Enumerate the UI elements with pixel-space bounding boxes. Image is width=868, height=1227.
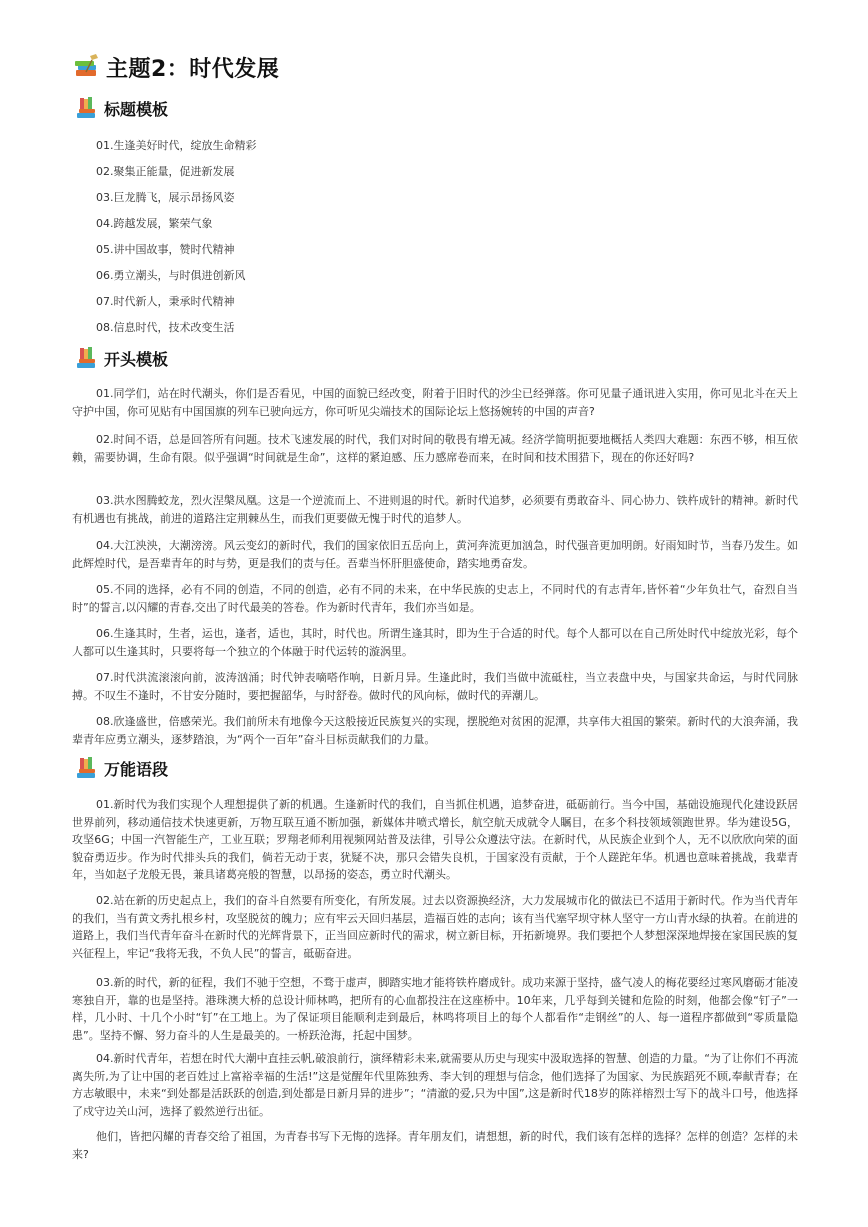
title-template-item: 02.聚集正能量，促进新发展 <box>96 165 235 178</box>
section-heading: 标题模板 <box>104 99 169 119</box>
section-heading: 开头模板 <box>104 349 169 369</box>
opening-paragraph: 01.同学们，站在时代潮头，你们是否看见，中国的面貌已经改变，附着于旧时代的沙尘已经弹落。你可见量子通讯进入实用，你可见北斗在天上守护中国，你可见贴有中国国旗的列车已驶向远方，你可听见尖端技术的国际论坛上悠扬婉转的中国的声音? <box>72 387 798 418</box>
opening-paragraph: 05.不同的选择，必有不同的创造，不同的创造，必有不同的未来，在中华民族的史志上，不同时代的有志青年,皆怀着“少年负壮气，奋烈自当时”的誓言,以闪耀的青春,交出了时代最美的答卷。作为新时代青年，我们亦当如是。 <box>72 583 798 614</box>
opening-paragraph: 02.时间不语，总是回答所有问题。技术飞速发展的时代，我们对时间的敬畏有增无减。经济学简明扼要地概括人类四大难题：东西不够，相互依赖，需要协调，生命有限。似乎强调“时间就是生命”，这样的紧迫感、压力感席卷而来，在时间和技术围猎下，现在的你还好吗? <box>72 433 798 464</box>
section-openings-heading-row <box>72 343 168 373</box>
universal-paragraph: 他们，皆把闪耀的青春交给了祖国，为青春书写下无悔的选择。青年朋友们，请想想，新的时代，我们该有怎样的选择？怎样的创造？怎样的未来? <box>72 1130 798 1161</box>
universal-paragraph: 03.新的时代，新的征程，我们不驰于空想，不骛于虚声，脚踏实地才能将铁杵磨成针。成功来源于坚持，盛气凌人的梅花要经过寒风磨砺才能凌寒独自开，靠的也是坚持。港珠澳大桥的总设计师林鸣，把所有的心血都投注在这座桥中。10年来，几乎每到关键和危险的时刻，他都会像“钉子”一样，几小时、十几个小时“钉”在工地上。为了保证项目能顺利走到最后，林鸣将项目上的每个人都看作“走钢丝”的人、每一道程序都做到“零质量隐患”。坚持不懈、努力奋斗的人生是最美的。一桥跃沧海，托起中国梦。 <box>72 976 798 1042</box>
universal-paragraph: 04.新时代青年，若想在时代大潮中直挂云帆,破浪前行，演绎精彩未来,就需要从历史与现实中汲取选择的智慧、创造的力量。“为了让你们不再流离失所,为了让中国的老百姓过上富裕幸福的生活!”这是觉醒年代里陈独秀、李大钊的理想与信念，他们选择了为国家、为民族蹈死不顾,奉献青春；在方志敏眼中，未来“到处都是活跃跃的创造,到处都是日新月异的进步”；“清澈的爱,只为中国”,这是新时代18岁的陈祥榕烈士写下的战斗口号，他选择了戍守边关山河，选择了毅然逆行出征。 <box>72 1052 798 1118</box>
title-template-item: 07.时代新人，秉承时代精神 <box>96 295 235 308</box>
opening-paragraph: 04.大江泱泱，大潮滂滂。风云变幻的新时代，我们的国家依旧五岳向上，黄河奔流更加汹急，时代强音更加明朗。好雨知时节，当春乃发生。如此辉煌时代，是吾辈青年的时与势，更是我们的责与任。吾辈当怀肝胆盛使命，踏实地勇奋发。 <box>72 539 798 570</box>
opening-paragraph: 07.时代洪流滚滚向前，波涛汹涌；时代钟表嘀嗒作响，日新月异。生逢此时，我们当做中流砥柱，当立表盘中央，与国家共命运，与时代同脉搏。不叹生不逢时，不甘安分随时，要把握韶华，与时舒卷。做时代的风向标，做时代的弄潮儿。 <box>72 671 798 702</box>
book-stack-icon <box>72 52 102 82</box>
section-universal-heading-row <box>72 753 168 783</box>
books-icon <box>72 343 102 373</box>
section-heading: 万能语段 <box>104 759 169 779</box>
title-template-item: 01.生逢美好时代，绽放生命精彩 <box>96 139 257 152</box>
books-icon <box>72 753 102 783</box>
opening-paragraph: 06.生逢其时，生者，运也，逢者，适也，其时，时代也。所谓生逢其时，即为生于合适的时代。每个人都可以在自己所处时代中绽放光彩，每个人都可以生逢其时，只要将每一个独立的个体融于时代运转的漩涡里。 <box>72 627 798 658</box>
title-template-item: 06.勇立潮头，与时俱进创新风 <box>96 269 246 282</box>
title-template-item: 08.信息时代，技术改变生活 <box>96 321 235 334</box>
books-icon <box>72 93 102 123</box>
section-titles-heading-row <box>72 93 168 123</box>
title-template-item: 05.讲中国故事，赞时代精神 <box>96 243 235 256</box>
document-title: 主题2：时代发展 <box>106 56 280 82</box>
opening-paragraph: 08.欣逢盛世，倍感荣光。我们前所未有地像今天这般接近民族复兴的实现，摆脱绝对贫困的泥潭，共享伟大祖国的繁荣。新时代的大浪奔涌，我辈青年应勇立潮头，逐梦踏浪，为“两个一百年”奋斗目标贡献我们的力量。 <box>72 715 798 746</box>
title-template-item: 03.巨龙腾飞，展示昂扬风姿 <box>96 191 235 204</box>
universal-paragraph: 02.站在新的历史起点上，我们的奋斗自然要有所变化，有所发展。过去以资源换经济，大力发展城市化的做法已不适用于新时代。作为当代青年的我们，当有黄文秀扎根乡村，攻坚脱贫的魄力；应有牢云天回归基层，造福百姓的志向；该有当代塞罕坝守林人坚守一方山青水绿的执着。在前进的道路上，我们当代青年奋斗在新时代的光辉背景下，正当回应新时代的需求，树立新目标，开拓新境界。我们要把个人梦想深深地焊接在家国民族的复兴征程上，牢记“我将无我，不负人民”的誓言，砥砺奋进。 <box>72 894 798 960</box>
title-template-item: 04.跨越发展，繁荣气象 <box>96 217 213 230</box>
opening-paragraph: 03.洪水图腾蛟龙，烈火涅槃凤凰。这是一个逆流而上、不进则退的时代。新时代追梦，必须要有勇敢奋斗、同心协力、铁杵成针的精神。新时代有机遇也有挑战，前进的道路注定荆棘丛生，而我们更要做无愧于时代的追梦人。 <box>72 494 798 525</box>
main-title-row <box>72 50 279 84</box>
universal-paragraph: 01.新时代为我们实现个人理想提供了新的机遇。生逢新时代的我们，自当抓住机遇，追梦奋进，砥砺前行。当今中国，基础设施现代化建设跃居世界前列，移动通信技术快速更新，万物互联互通不断加强，新媒体井喷式增长，航空航天成就令人瞩目，在多个科技领域领跑世界。华为建设5G，攻坚6G；中国一汽智能生产，工业互联；罗翔老师利用视频网站普及法律，引导公众遵法守法。在新时代，从民族企业到个人，无不以欣欣向荣的面貌奋勇迈步。作为时代排头兵的我们，倘若无动于衷，犹疑不决，那只会错失良机，于国家没有贡献，于个人蹉跎年华。机遇也意味着挑战，我辈青年，当如赵子龙般无畏，兼具诸葛亮般的智慧，以昂扬的姿态，勇立时代潮头。 <box>72 798 798 881</box>
